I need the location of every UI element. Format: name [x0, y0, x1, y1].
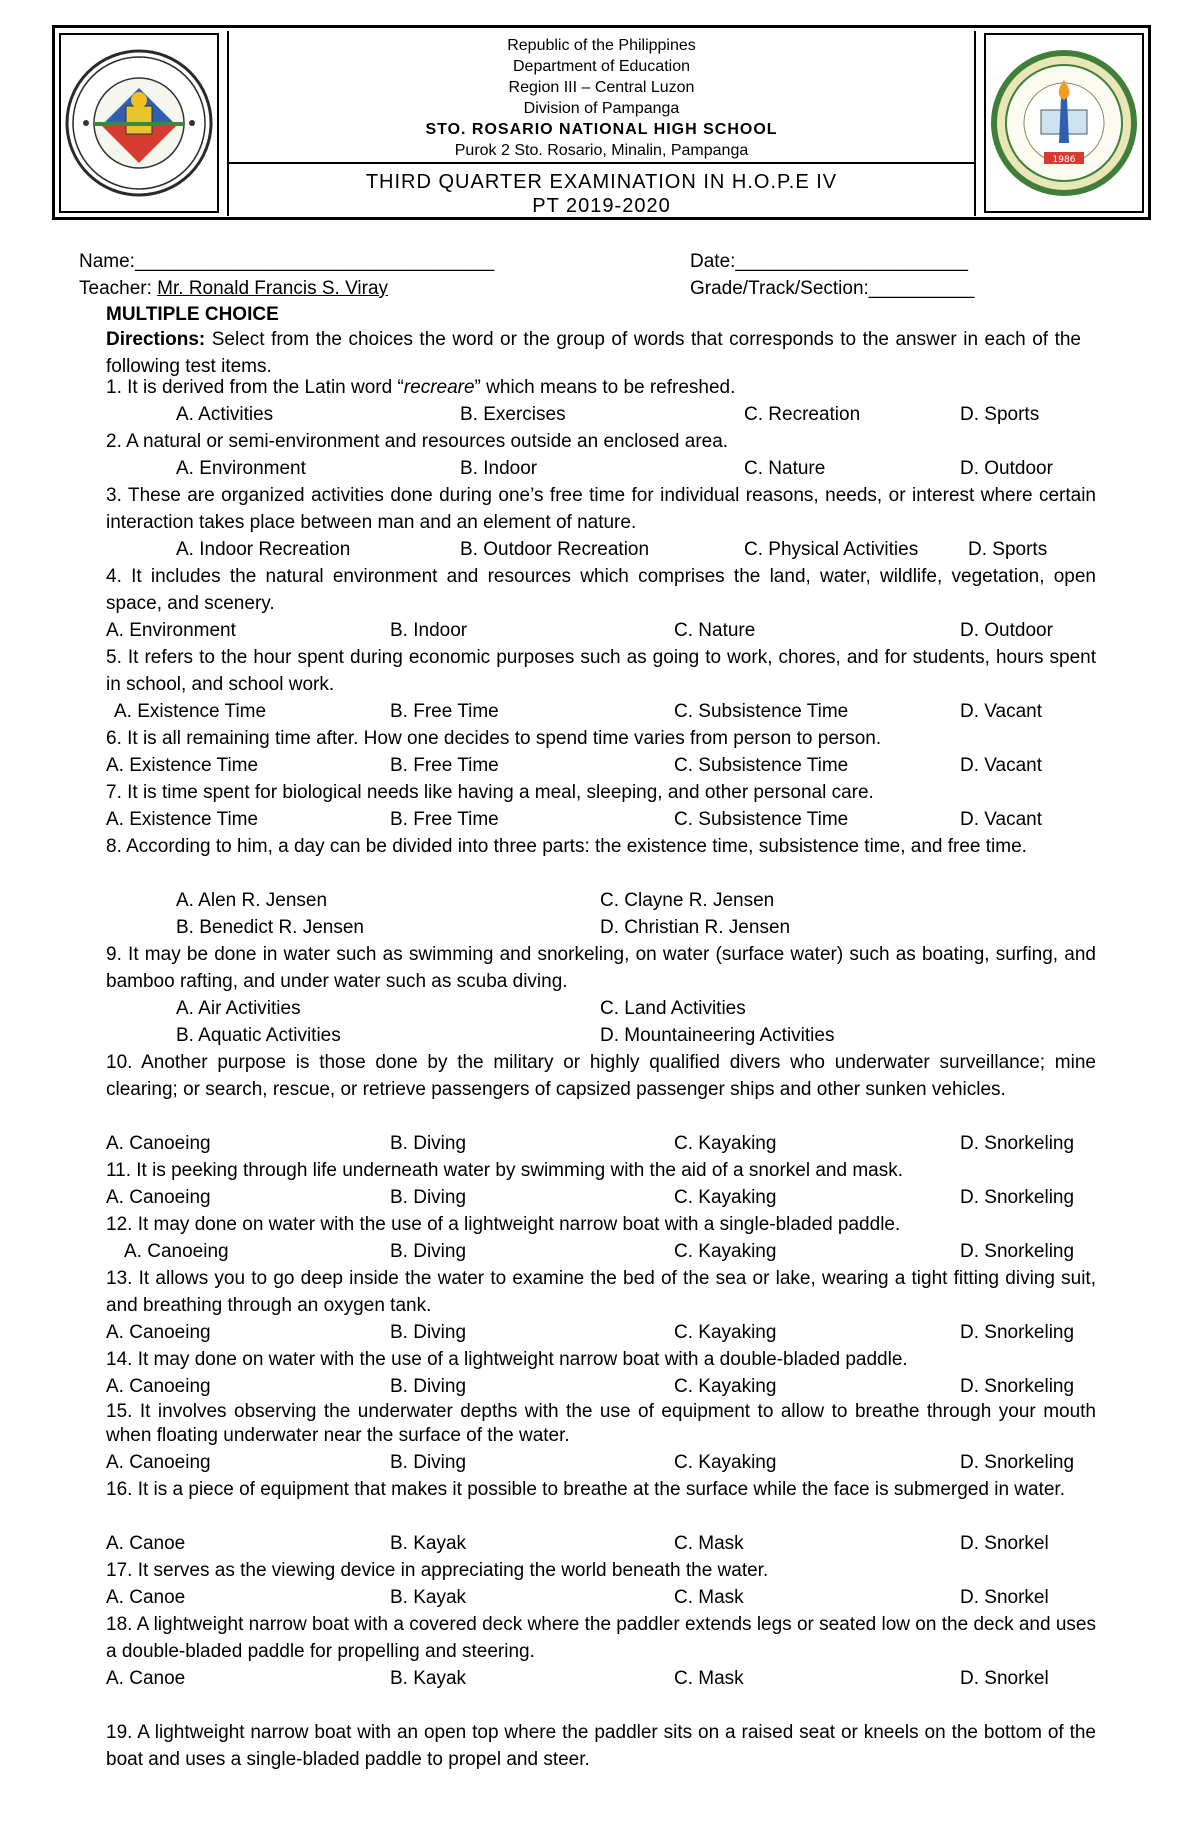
q3-option-b[interactable]: B. Outdoor Recreation: [460, 539, 650, 560]
q15-option-d[interactable]: D. Snorkeling: [960, 1452, 1075, 1473]
header-line-republic: Republic of the Philippines: [507, 37, 696, 54]
q8-option-b[interactable]: B. Benedict R. Jensen: [176, 917, 364, 938]
q14-option-b[interactable]: B. Diving: [390, 1376, 467, 1397]
question-1-latin-word: recreare: [403, 377, 475, 398]
q7-option-b[interactable]: B. Free Time: [390, 809, 499, 830]
q5-option-b[interactable]: B. Free Time: [390, 701, 499, 722]
question-1: [106, 377, 735, 399]
school-address: Purok 2 Sto. Rosario, Minalin, Pampanga: [454, 142, 749, 159]
q9-option-a[interactable]: A. Air Activities: [176, 998, 301, 1019]
q8-option-c[interactable]: C. Clayne R. Jensen: [600, 890, 775, 911]
q13-option-b[interactable]: B. Diving: [390, 1322, 467, 1343]
q1-option-d[interactable]: D. Sports: [960, 404, 1040, 425]
exam-school-year: PT 2019-2020: [532, 195, 671, 217]
question-11: 11. It is peeking through life underneath water by swimming with the aid of a snorkel and mask.: [106, 1160, 904, 1181]
question-4: 4. It includes the natural environment and resources which comprises the land, water, wildlife, vegetation, open space, and scenery.: [106, 566, 1096, 614]
q2-option-c[interactable]: C. Nature: [744, 458, 826, 479]
name-field[interactable]: Name:__________________________________: [79, 251, 495, 272]
header-line-region: Region III – Central Luzon: [508, 79, 695, 96]
q15-option-c[interactable]: C. Kayaking: [674, 1452, 777, 1473]
teacher-label: Teacher:: [79, 278, 158, 299]
q3-option-a[interactable]: A. Indoor Recreation: [176, 539, 351, 560]
q9-option-b[interactable]: B. Aquatic Activities: [176, 1025, 341, 1046]
q12-option-d[interactable]: D. Snorkeling: [960, 1241, 1075, 1262]
q17-option-c[interactable]: C. Mask: [674, 1587, 744, 1608]
question-1-text-a: 1. It is derived from the Latin word “: [106, 377, 404, 398]
school-info: [229, 35, 974, 160]
directions-label: Directions:: [106, 329, 206, 350]
q11-option-a[interactable]: A. Canoeing: [106, 1187, 211, 1208]
question-12: 12. It may done on water with the use of a lightweight narrow boat with a single-bladed paddle.: [106, 1214, 901, 1235]
q13-option-d[interactable]: D. Snorkeling: [960, 1322, 1075, 1343]
q14-option-a[interactable]: A. Canoeing: [106, 1376, 211, 1397]
q13-option-c[interactable]: C. Kayaking: [674, 1322, 777, 1343]
question-18: 18. A lightweight narrow boat with a covered deck where the paddler extends legs or seated low on the deck and uses a double-bladed paddle for propelling and steering.: [106, 1614, 1096, 1662]
q11-option-d[interactable]: D. Snorkeling: [960, 1187, 1075, 1208]
q10-option-d[interactable]: D. Snorkeling: [960, 1133, 1075, 1154]
exam-title: THIRD QUARTER EXAMINATION IN H.O.P.E IV: [365, 171, 838, 193]
q6-option-b[interactable]: B. Free Time: [390, 755, 499, 776]
q17-option-b[interactable]: B. Kayak: [390, 1587, 467, 1608]
q11-option-b[interactable]: B. Diving: [390, 1187, 467, 1208]
q14-option-d[interactable]: D. Snorkeling: [960, 1376, 1075, 1397]
q4-option-b[interactable]: B. Indoor: [390, 620, 468, 641]
question-7: 7. It is time spent for biological needs like having a meal, sleeping, and other personal care.: [106, 782, 874, 803]
q10-option-a[interactable]: A. Canoeing: [106, 1133, 211, 1154]
exam-header: [52, 25, 1151, 220]
question-3: 3. These are organized activities done during one’s free time for individual reasons, needs, or interest where certain interaction takes place between man and an element of nature.: [106, 485, 1096, 533]
question-2: 2. A natural or semi-environment and resources outside an enclosed area.: [106, 431, 729, 452]
q16-option-d[interactable]: D. Snorkel: [960, 1533, 1049, 1554]
q1-option-b[interactable]: B. Exercises: [460, 404, 566, 425]
q14-option-c[interactable]: C. Kayaking: [674, 1376, 777, 1397]
teacher-field: [79, 278, 388, 300]
directions-text: Select from the choices the word or the group of words that corresponds to the answer in each of the following test items.: [106, 329, 1081, 377]
q2-option-d[interactable]: D. Outdoor: [960, 458, 1053, 479]
q16-option-b[interactable]: B. Kayak: [390, 1533, 467, 1554]
deped-seal-logo: [59, 33, 219, 213]
q18-option-b[interactable]: B. Kayak: [390, 1668, 467, 1689]
q6-option-c[interactable]: C. Subsistence Time: [674, 755, 849, 776]
q2-option-b[interactable]: B. Indoor: [460, 458, 538, 479]
date-field[interactable]: Date:______________________: [690, 251, 968, 272]
q17-option-a[interactable]: A. Canoe: [106, 1587, 186, 1608]
question-8: 8. According to him, a day can be divided into three parts: the existence time, subsistence time, and free time.: [106, 836, 1027, 857]
q9-option-c[interactable]: C. Land Activities: [600, 998, 746, 1019]
school-seal-logo: [984, 33, 1144, 213]
q18-option-d[interactable]: D. Snorkel: [960, 1668, 1049, 1689]
header-line-deped: Department of Education: [513, 58, 690, 75]
grade-track-section-field[interactable]: Grade/Track/Section:__________: [690, 278, 975, 299]
q5-option-a[interactable]: A. Existence Time: [114, 701, 267, 722]
q2-option-a[interactable]: A. Environment: [176, 458, 306, 479]
header-line-division: Division of Pampanga: [523, 100, 680, 117]
q5-option-d[interactable]: D. Vacant: [960, 701, 1043, 722]
question-9: 9. It may be done in water such as swimming and snorkeling, on water (surface water) such as boating, surfing, and bamboo rafting, and under water such as scuba diving.: [106, 944, 1096, 992]
question-15: 15. It involves observing the underwater depths with the use of equipment to allow to breathe through your mouth when floating underwater near the surface of the water.: [106, 1401, 1096, 1446]
q15-option-b[interactable]: B. Diving: [390, 1452, 467, 1473]
question-17: 17. It serves as the viewing device in appreciating the world beneath the water.: [106, 1560, 769, 1581]
header-center: [227, 31, 976, 216]
q18-option-c[interactable]: C. Mask: [674, 1668, 744, 1689]
q12-option-c[interactable]: C. Kayaking: [674, 1241, 777, 1262]
q10-option-c[interactable]: C. Kayaking: [674, 1133, 777, 1154]
question-13: 13. It allows you to go deep inside the water to examine the bed of the sea or lake, wearing a tight fitting diving suit, and breathing through an oxygen tank.: [106, 1268, 1096, 1316]
q8-option-d[interactable]: D. Christian R. Jensen: [600, 917, 791, 938]
directions: [106, 326, 1081, 380]
question-6: 6. It is all remaining time after. How one decides to spend time varies from person to person.: [106, 728, 882, 749]
question-5: 5. It refers to the hour spent during economic purposes such as going to work, chores, and for students, hours spent in school, and school work.: [106, 647, 1096, 695]
q5-option-c[interactable]: C. Subsistence Time: [674, 701, 849, 722]
q11-option-c[interactable]: C. Kayaking: [674, 1187, 777, 1208]
q4-option-a[interactable]: A. Environment: [106, 620, 236, 641]
question-14: 14. It may done on water with the use of a lightweight narrow boat with a double-bladed paddle.: [106, 1349, 908, 1370]
q7-option-d[interactable]: D. Vacant: [960, 809, 1043, 830]
q13-option-a[interactable]: A. Canoeing: [106, 1322, 211, 1343]
q12-option-b[interactable]: B. Diving: [390, 1241, 467, 1262]
q7-option-c[interactable]: C. Subsistence Time: [674, 809, 849, 830]
q12-option-a[interactable]: A. Canoeing: [124, 1241, 229, 1262]
q6-option-d[interactable]: D. Vacant: [960, 755, 1043, 776]
question-19: 19. A lightweight narrow boat with an open top where the paddler sits on a raised seat or kneels on the bottom of the boat and uses a single-bladed paddle to propel and steer.: [106, 1722, 1096, 1770]
q9-option-d[interactable]: D. Mountaineering Activities: [600, 1025, 835, 1046]
q1-option-a[interactable]: A. Activities: [176, 404, 274, 425]
q16-option-c[interactable]: C. Mask: [674, 1533, 744, 1554]
q4-option-d[interactable]: D. Outdoor: [960, 620, 1053, 641]
q8-option-a[interactable]: A. Alen R. Jensen: [176, 890, 328, 911]
q4-option-c[interactable]: C. Nature: [674, 620, 756, 641]
q10-option-b[interactable]: B. Diving: [390, 1133, 467, 1154]
question-16: 16. It is a piece of equipment that makes it possible to breathe at the surface while the face is submerged in water.: [106, 1479, 1065, 1500]
q6-option-a[interactable]: A. Existence Time: [106, 755, 259, 776]
q18-option-a[interactable]: A. Canoe: [106, 1668, 186, 1689]
q3-option-c[interactable]: C. Physical Activities: [744, 539, 919, 560]
q1-option-c[interactable]: C. Recreation: [744, 404, 861, 425]
section-title: MULTIPLE CHOICE: [106, 304, 279, 325]
q3-option-d[interactable]: D. Sports: [968, 539, 1048, 560]
q7-option-a[interactable]: A. Existence Time: [106, 809, 259, 830]
q15-option-a[interactable]: A. Canoeing: [106, 1452, 211, 1473]
exam-title-box: [229, 162, 974, 216]
teacher-name: Mr. Ronald Francis S. Viray: [157, 278, 389, 299]
school-seal-year: 1986: [1052, 155, 1076, 165]
q17-option-d[interactable]: D. Snorkel: [960, 1587, 1049, 1608]
question-10: 10. Another purpose is those done by the military or highly qualified divers who underwater surveillance; mine clearing; or search, rescue, or retrieve passengers of capsized passenger ships and other sunken vehicles.: [106, 1052, 1096, 1100]
question-1-text-b: ” which means to be refreshed.: [474, 377, 736, 398]
q16-option-a[interactable]: A. Canoe: [106, 1533, 186, 1554]
school-name: STO. ROSARIO NATIONAL HIGH SCHOOL: [425, 121, 778, 138]
